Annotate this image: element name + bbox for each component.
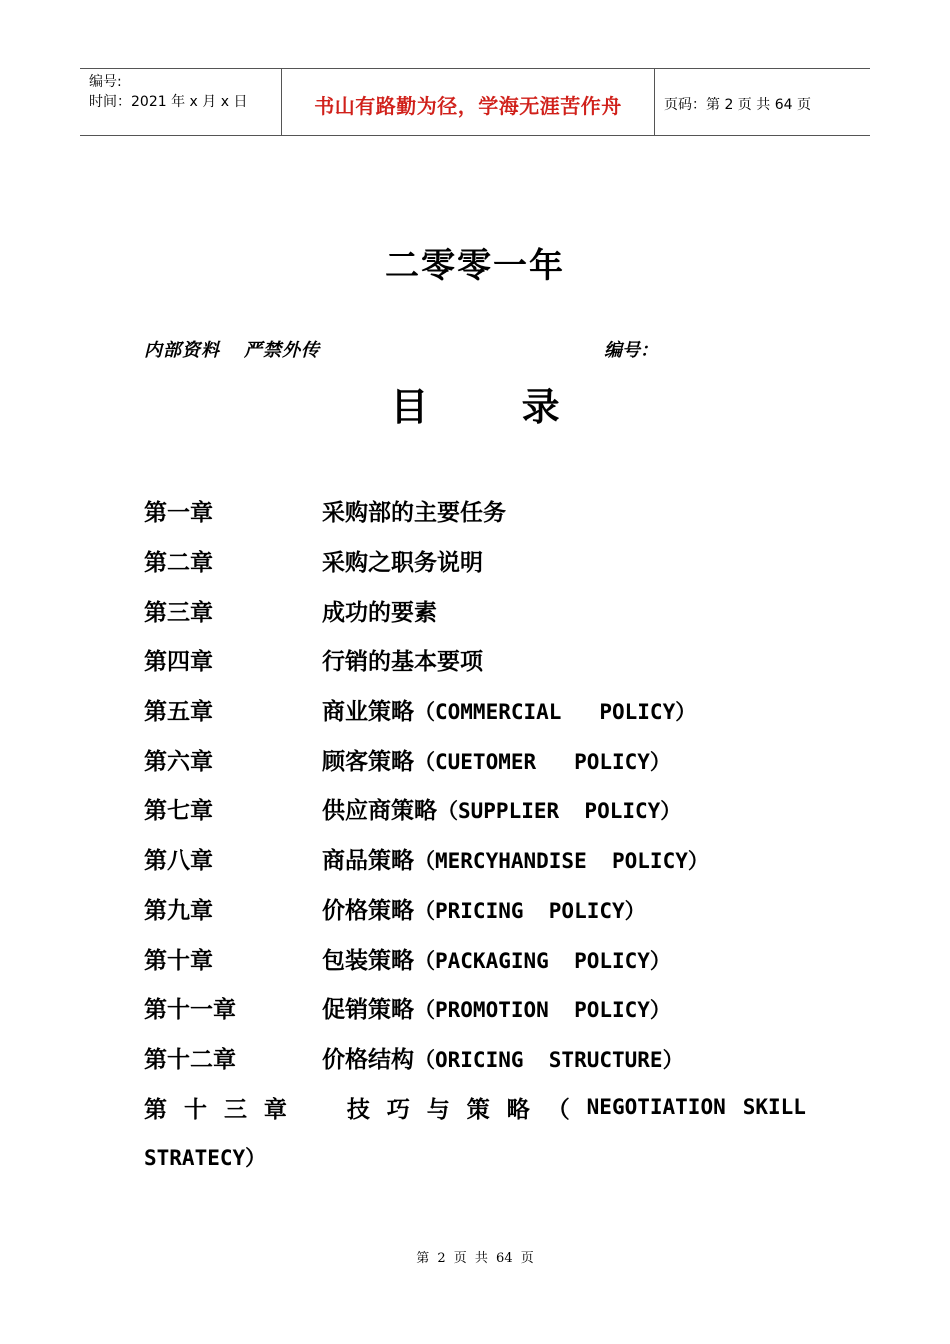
toc-chapter: 第七章	[144, 798, 213, 825]
toc-token: 策	[466, 1096, 490, 1123]
toc-entry-cn: 包装策略	[322, 947, 414, 974]
toc-token: 三	[223, 1096, 247, 1123]
toc-token: SKILL	[742, 1095, 806, 1120]
toc-row	[144, 784, 824, 834]
toc-entry-cn: 成功的要素	[322, 599, 437, 626]
toc-entry-en: （COMMERCIAL POLICY）	[414, 700, 697, 725]
toc-token: 十	[183, 1096, 207, 1123]
confidential-label: 严禁外传	[244, 340, 320, 361]
toc-token: NEGOTIATION	[586, 1095, 726, 1120]
toc-chapter: 第十二章	[144, 1046, 236, 1073]
toc-entry-cn: 采购之职务说明	[322, 550, 483, 577]
toc-entry-title	[322, 942, 671, 975]
toc-entry-en: （PROMOTION POLICY）	[414, 998, 671, 1023]
internal-label: 内部资料	[144, 340, 220, 361]
toc-entry-title	[322, 693, 696, 726]
toc-entry-title	[322, 643, 483, 676]
toc-token: 第	[144, 1096, 167, 1123]
toc-entry-en: （CUETOMER POLICY）	[414, 749, 671, 774]
toc-entry-cn: 供应商策略	[322, 798, 437, 825]
toc-row	[144, 884, 824, 934]
toc-entry-cn: 顾客策略	[322, 748, 414, 775]
toc-row	[144, 834, 824, 884]
toc-row	[144, 635, 824, 685]
toc-entry-title	[322, 743, 671, 776]
toc-token: 巧	[386, 1096, 410, 1123]
toc-row	[144, 734, 824, 784]
toc-chapter: 第四章	[144, 649, 213, 676]
header-page-info: 页码：第 2 页 共 64 页	[664, 97, 811, 113]
toc-continuation: STRATECY）	[144, 1145, 267, 1170]
internal-notice	[144, 336, 320, 362]
toc-entry-title	[322, 991, 671, 1024]
toc-entry-cn: 商业策略	[322, 699, 414, 726]
toc-entry-title	[322, 544, 483, 577]
toc-entry-title	[322, 892, 646, 925]
toc-entry-en: （SUPPLIER POLICY）	[437, 799, 682, 824]
toc-entry-cn: 采购部的主要任务	[322, 500, 506, 527]
page-footer: 第 2 页 共 64 页	[416, 1251, 534, 1266]
toc-row-last	[144, 1082, 806, 1132]
header-date: 时间：2021 年 x 月 x 日	[89, 94, 248, 110]
toc-chapter: 第一章	[144, 500, 213, 527]
toc-entry-title	[322, 494, 506, 527]
toc-entry-title	[322, 842, 709, 875]
toc-chapter: 第五章	[144, 699, 213, 726]
toc-entry-cn: 价格策略	[322, 897, 414, 924]
toc-chapter: 第六章	[144, 748, 213, 775]
toc-chapter: 第九章	[144, 897, 213, 924]
header-serial-label: 编号:	[89, 74, 122, 90]
toc-token: 略	[506, 1096, 530, 1123]
toc-entry-cn: 行销的基本要项	[322, 649, 483, 676]
toc-chapter: 第三章	[144, 599, 213, 626]
toc-entry-cn: 商品策略	[322, 848, 414, 875]
header-meta	[80, 69, 281, 135]
toc-row	[144, 486, 824, 536]
toc-entry-title	[322, 792, 681, 825]
toc-chapter: 第十章	[144, 947, 213, 974]
toc-token: （	[546, 1096, 570, 1123]
toc-row	[144, 933, 824, 983]
toc-entry-en: （MERCYHANDISE POLICY）	[414, 849, 709, 874]
table-of-contents	[144, 486, 824, 1182]
toc-entry-cn: 价格结构	[322, 1046, 414, 1073]
toc-token: 与	[426, 1096, 450, 1123]
toc-title: 目 录	[390, 385, 600, 429]
toc-chapter: 第八章	[144, 848, 213, 875]
toc-chapter: 第十一章	[144, 997, 236, 1024]
toc-entry-en: （ORICING STRUCTURE）	[414, 1047, 684, 1072]
toc-entry-en: （PRICING POLICY）	[414, 898, 646, 923]
toc-row	[144, 685, 824, 735]
toc-row	[144, 536, 824, 586]
toc-entry-cn: 促销策略	[322, 997, 414, 1024]
serial-label: 编号：	[604, 340, 658, 361]
header-motto: 书山有路勤为径，学海无涯苦作舟	[281, 69, 655, 135]
toc-row	[144, 1033, 824, 1083]
year-heading: 二零零一年	[385, 246, 565, 286]
toc-token: 章	[263, 1096, 287, 1123]
toc-entry-en: （PACKAGING POLICY）	[414, 948, 671, 973]
toc-token: 技	[346, 1096, 370, 1123]
toc-entry-title	[322, 1041, 684, 1074]
toc-chapter: 第二章	[144, 550, 213, 577]
toc-row	[144, 983, 824, 1033]
toc-entry-title	[322, 594, 437, 627]
toc-row	[144, 585, 824, 635]
page-header	[80, 68, 870, 136]
